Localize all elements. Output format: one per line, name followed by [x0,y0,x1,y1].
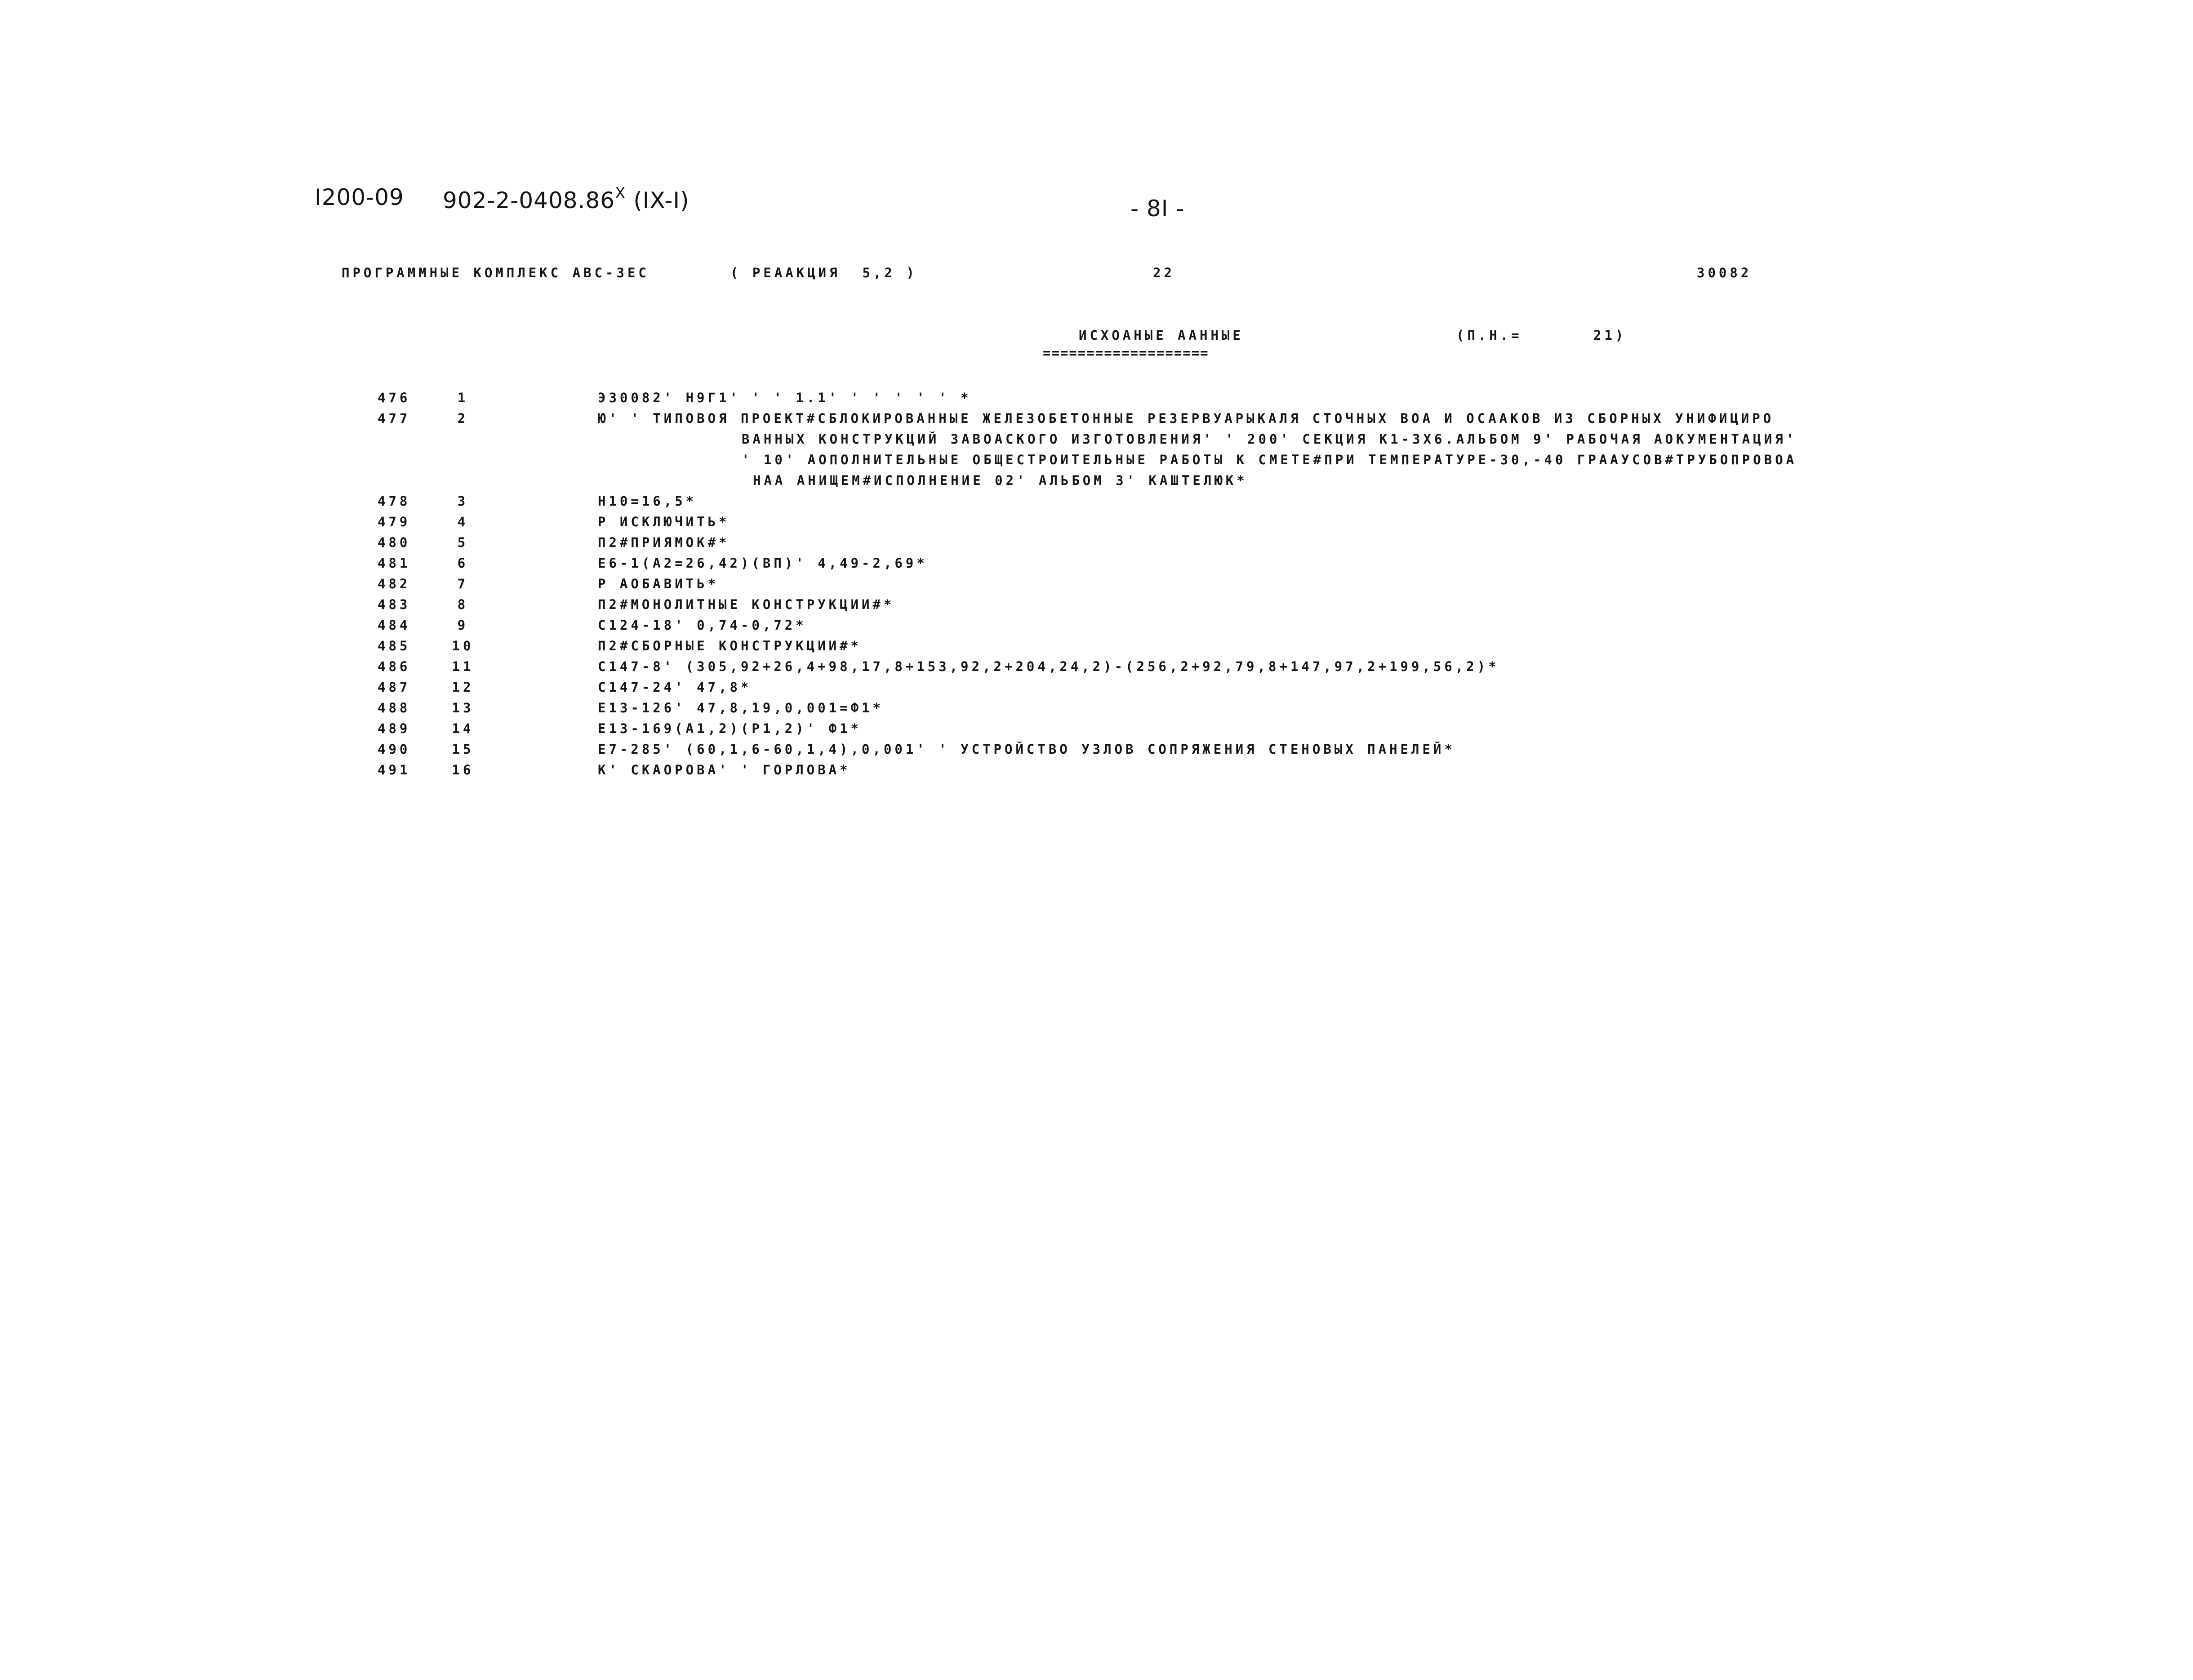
row-continuation: ВАННЫХ КОНСТРУКЦИЙ ЗАВОАСКОГО ИЗГОТОВЛЕНИЯ' ' 200' СЕКЦИЯ К1-3Х6.АЛЬБОМ 9' РАБОЧАЯ АОКУМЕНТАЦИЯ' [742,431,1797,447]
row-index: 9 [457,618,469,633]
row-index: 7 [457,576,469,591]
row-index: 16 [452,762,474,778]
row-seq: 491 [378,762,411,778]
row-index: 15 [452,742,474,757]
document-mark: X [615,184,626,202]
document-number [443,184,689,213]
row-seq: 488 [378,700,411,716]
listing-row [0,553,2193,573]
document-code: I200-09 [315,184,404,210]
row-index: 6 [457,556,469,571]
row-seq: 477 [378,411,411,426]
row-text: К' СКАОРОВА' ' ГОРЛОВА* [598,762,851,778]
pn-value: 21) [1593,328,1627,343]
row-text: Р АОБАВИТЬ* [598,576,719,591]
row-continuation: НАА АНИЩЕМ#ИСПОЛНЕНИЕ 02' АЛЬБОМ 3' КАШТЕЛЮК* [753,473,1248,488]
listing-row [0,511,2193,532]
section-underline: =================== [1043,345,1209,360]
row-text: Р ИСКЛЮЧИТЬ* [598,514,730,529]
row-seq: 487 [378,680,411,695]
sheet-number: 22 [1153,265,1175,280]
row-text: П2#СБОРНЫЕ КОНСТРУКЦИИ#* [598,638,862,653]
pn-label: (П.Н.= [1456,328,1522,343]
section-title: ИСХОАНЫЕ ААННЫЕ [1079,328,1244,343]
listing-row [0,677,2193,698]
row-seq: 480 [378,535,411,550]
listing-row [0,698,2193,718]
row-text: Е13-169(А1,2)(Р1,2)' Ф1* [598,721,862,736]
listing-row [0,739,2193,760]
row-index: 5 [457,535,469,550]
listing-row [0,387,2193,408]
row-index: 3 [457,493,469,509]
document-part: (IX-I) [633,187,689,213]
row-text: С147-8' (305,92+26,4+98,17,8+153,92,2+204,24,2)-(256,2+92,79,8+147,97,2+199,56,2)* [598,659,1499,674]
row-seq: 486 [378,659,411,674]
row-index: 8 [457,597,469,612]
row-continuation: ' 10' АОПОЛНИТЕЛЬНЫЕ ОБЩЕСТРОИТЕЛЬНЫЕ РАБОТЫ К СМЕТЕ#ПРИ ТЕМПЕРАТУРЕ-30,-40 ГРААУСОВ#ТРУБОПРОВОА [742,452,1797,467]
row-text: Э30082' Н9Г1' ' ' 1.1' ' ' ' ' ' * [598,390,972,405]
row-text: Н10=16,5* [598,493,697,509]
row-text: П2#ПРИЯМОК#* [598,535,730,550]
listing-row [0,615,2193,636]
row-text: Ю' ' ТИПОВОЯ ПРОЕКТ#СБЛОКИРОВАННЫЕ ЖЕЛЕЗОБЕТОННЫЕ РЕЗЕРВУАРЫКАЛЯ СТОЧНЫХ ВОА И ОСААКОВ ИЗ СБОРНЫХ УНИФИЦИРО [598,411,1775,426]
row-seq: 476 [378,390,411,405]
row-text: П2#МОНОЛИТНЫЕ КОНСТРУКЦИИ#* [598,597,895,612]
row-seq: 484 [378,618,411,633]
row-text: С147-24' 47,8* [598,680,752,695]
row-seq: 479 [378,514,411,529]
listing-row [0,594,2193,615]
row-seq: 489 [378,721,411,736]
row-seq: 483 [378,597,411,612]
row-text: Е7-285' (60,1,6-60,1,4),0,001' ' УСТРОЙСТВО УЗЛОВ СОПРЯЖЕНИЯ СТЕНОВЫХ ПАНЕЛЕЙ* [598,742,1455,757]
listing-row [0,718,2193,739]
row-seq: 478 [378,493,411,509]
listing-row [0,408,2193,429]
listing-row [0,573,2193,594]
row-seq: 481 [378,556,411,571]
row-index: 12 [452,680,474,695]
listing-row [0,760,2193,780]
listing-row [0,636,2193,656]
document-number-text: 902-2-0408.86 [443,187,615,213]
row-text: Е6-1(А2=26,42)(ВП)' 4,49-2,69* [598,556,928,571]
program-name: ПРОГРАММНЫЕ КОМПЛЕКС АВС-3ЕС [342,265,649,280]
row-seq: 482 [378,576,411,591]
row-index: 13 [452,700,474,716]
row-text: Е13-126' 47,8,19,0,001=Ф1* [598,700,884,716]
row-index: 10 [452,638,474,653]
listing-row [0,656,2193,677]
program-code: 30082 [1697,265,1752,280]
row-index: 1 [457,390,469,405]
listing-row [0,491,2193,511]
program-edition: ( РЕААКЦИЯ 5,2 ) [730,265,917,280]
listing-row [0,532,2193,553]
row-index: 2 [457,411,469,426]
row-seq: 485 [378,638,411,653]
row-text: С124-18' 0,74-0,72* [598,618,807,633]
page-number: - 8I - [1130,196,1185,222]
row-seq: 490 [378,742,411,757]
row-index: 14 [452,721,474,736]
row-index: 4 [457,514,469,529]
row-index: 11 [452,659,474,674]
